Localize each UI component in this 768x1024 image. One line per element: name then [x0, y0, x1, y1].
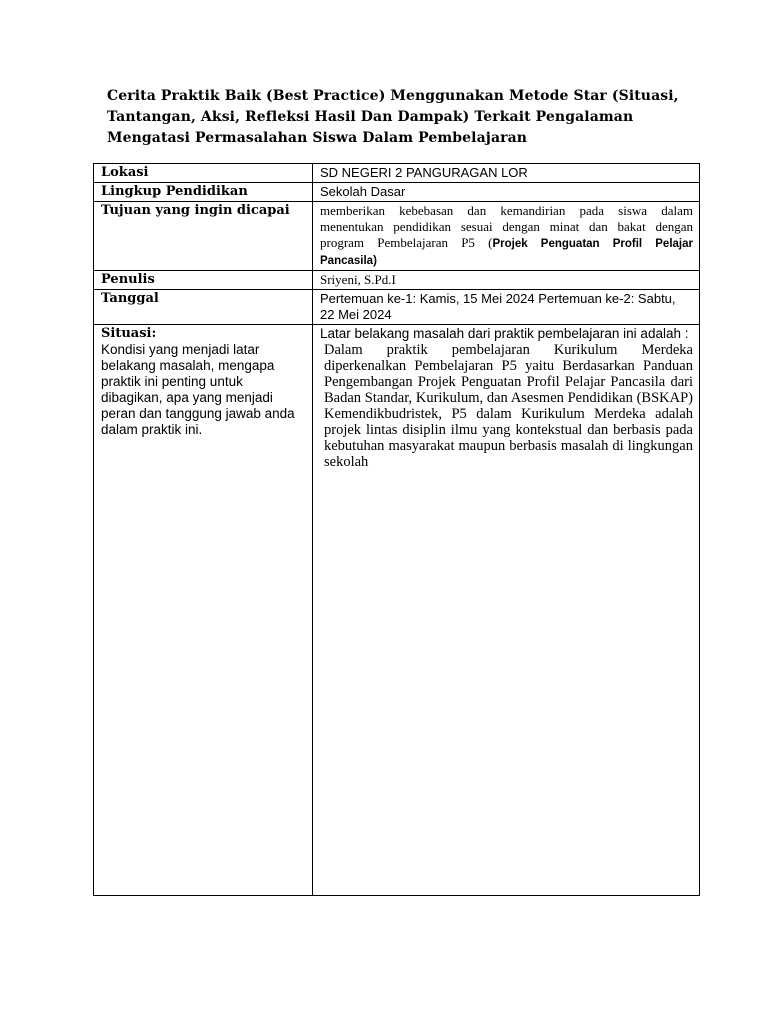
penulis-value: Sriyeni, S.Pd.I: [313, 271, 700, 290]
situasi-body: Dalam praktik pembelajaran Kurikulum Merdeka diperkenalkan Pembelajaran P5 yaitu Berdasarkan Panduan Pengembangan Projek Penguatan Profil Pelajar Pancasila dari Badan Standar, Kurikulum, dan Asesmen Pendidikan (BSKAP) Kemendikbudristek, P5 dalam Kurikulum Merdeka adalah projek lintas disiplin ilmu yang kontekstual dan berbasis pada kebutuhan masyarakat maupun berbasis masalah di lingkungan sekolah: [324, 342, 693, 470]
lingkup-value: Sekolah Dasar: [313, 183, 700, 202]
tanggal-value: Pertemuan ke-1: Kamis, 15 Mei 2024 Pertemuan ke-2: Sabtu, 22 Mei 2024: [313, 290, 700, 325]
situasi-description: Kondisi yang menjadi latar belakang masalah, mengapa praktik ini penting untuk dibagikan, apa yang menjadi peran dan tanggung jawab anda dalam praktik ini.: [101, 342, 295, 437]
penulis-label: Penulis: [94, 271, 313, 290]
document-title: Cerita Praktik Baik (Best Practice) Menggunakan Metode Star (Situasi, Tantangan, Aksi, Refleksi Hasil Dan Dampak) Terkait Pengalaman Mengatasi Permasalahan Siswa Dalam Pembelajaran: [107, 88, 679, 146]
situasi-content: [313, 325, 700, 896]
lokasi-value: SD NEGERI 2 PANGURAGAN LOR: [313, 164, 700, 183]
table-row: [94, 202, 700, 271]
tujuan-cell: [313, 202, 700, 271]
table-row: [94, 325, 700, 896]
table-row: [94, 290, 700, 325]
best-practice-table: [93, 163, 700, 896]
lokasi-label: Lokasi: [94, 164, 313, 183]
table-row: [94, 164, 700, 183]
table-row: [94, 271, 700, 290]
situasi-label: Situasi:: [101, 326, 157, 341]
table-row: [94, 183, 700, 202]
lingkup-label: Lingkup Pendidikan: [94, 183, 313, 202]
situasi-intro: Latar belakang masalah dari praktik pembelajaran ini adalah :: [320, 326, 689, 341]
tujuan-label: Tujuan yang ingin dicapai: [94, 202, 313, 271]
tujuan-emphasis: Projek Penguatan Profil Pelajar Pancasila): [320, 238, 693, 267]
tanggal-label: Tanggal: [94, 290, 313, 325]
tujuan-value: memberikan kebebasan dan kemandirian pada siswa dalam menentukan pendidikan sesuai dengan minat dan bakat dengan program Pembelajaran P5 (: [320, 203, 693, 250]
situasi-cell: [94, 325, 313, 896]
